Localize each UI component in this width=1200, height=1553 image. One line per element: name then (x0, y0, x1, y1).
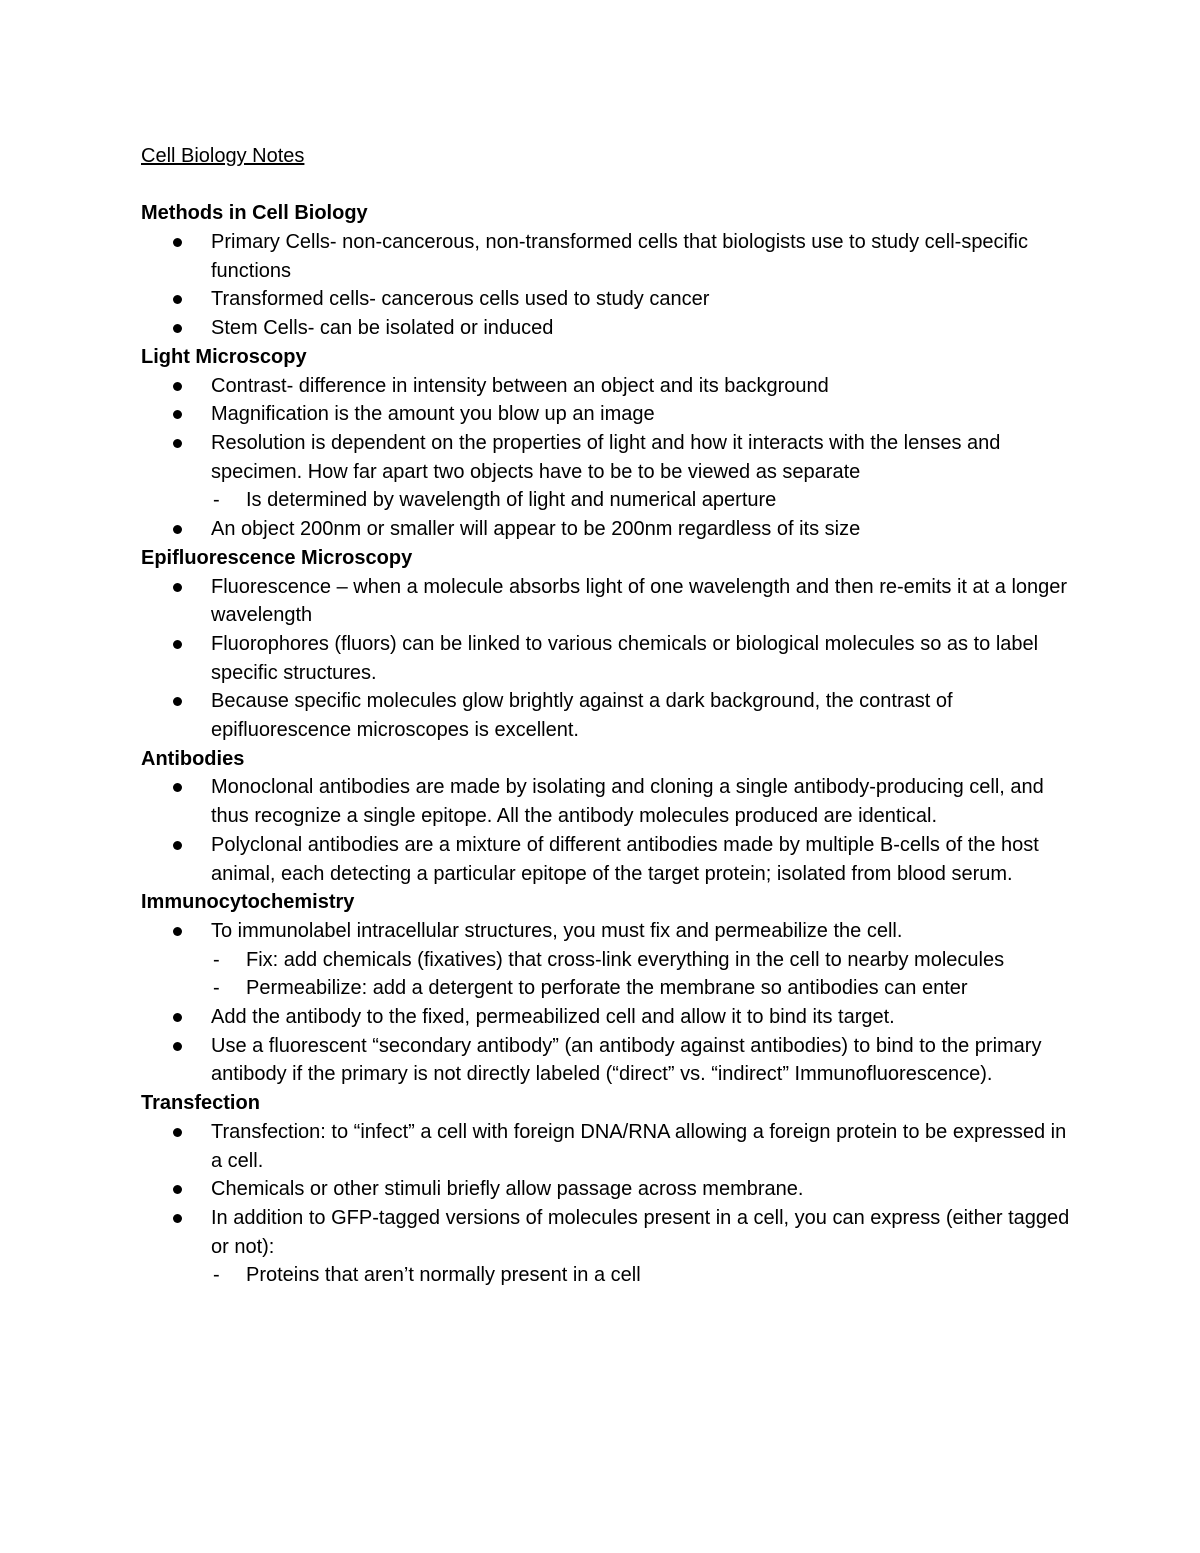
list-item (141, 773, 1071, 830)
bullet-icon (173, 783, 182, 792)
list-item-text: Use a fluorescent “secondary antibody” (an antibody against antibodies) to bind to the primary antibody if the primary is not directly labeled (“direct” vs. “indirect” Immunofluorescence). (211, 1034, 1042, 1086)
list-item-text: Stem Cells- can be isolated or induced (211, 317, 554, 340)
list-item-text: Add the antibody to the fixed, permeabilized cell and allow it to bind its target. (211, 1006, 895, 1029)
list-item (141, 917, 1071, 1003)
bullet-icon (173, 640, 182, 649)
list-item-text: Magnification is the amount you blow up an image (211, 403, 655, 426)
list-item (141, 1003, 1071, 1032)
document-title: Cell Biology Notes (141, 145, 305, 167)
bullet-icon (173, 439, 182, 448)
bullet-icon (173, 1214, 182, 1223)
sub-list-item (211, 974, 1071, 1003)
list-item (141, 429, 1071, 515)
list-item-text: Fluorescence – when a molecule absorbs light of one wavelength and then re-emits it at a longer wavelength (211, 575, 1068, 627)
list-item (141, 1032, 1071, 1089)
bullet-icon (173, 697, 182, 706)
notes-body (141, 199, 1071, 1290)
bullet-icon (173, 583, 182, 592)
bullet-icon (173, 525, 182, 534)
bullet-icon (173, 238, 182, 247)
list-item-text: Because specific molecules glow brightly against a dark background, the contrast of epifluorescence microscopes is excellent. (211, 690, 953, 742)
bullet-icon (173, 927, 182, 936)
list-item-text: Monoclonal antibodies are made by isolating and cloning a single antibody-producing cell, and thus recognize a single epitope. All the antibody molecules produced are identical. (211, 776, 1044, 828)
sub-list (211, 946, 1071, 1003)
list-item (141, 630, 1071, 687)
dash-marker: - (213, 948, 220, 971)
dash-marker: - (213, 977, 220, 1000)
bullet-list (141, 573, 1071, 745)
list-item (141, 831, 1071, 888)
section-heading: Light Microscopy (141, 345, 307, 368)
list-item (141, 515, 1071, 544)
section-heading: Epifluorescence Microscopy (141, 546, 413, 569)
list-item (141, 228, 1071, 285)
dash-marker: - (213, 489, 220, 512)
bullet-icon (173, 841, 182, 850)
bullet-icon (173, 410, 182, 419)
sub-list-item (211, 1261, 1071, 1290)
list-item (141, 1118, 1071, 1175)
blank-line (141, 171, 1071, 200)
list-item-text: Transfection: to “infect” a cell with foreign DNA/RNA allowing a foreign protein to be expressed in a cell. (211, 1120, 1067, 1172)
section-heading: Antibodies (141, 747, 245, 770)
list-item (141, 1204, 1071, 1290)
list-item-text: Fluorophores (fluors) can be linked to various chemicals or biological molecules so as to label specific structures. (211, 632, 1039, 684)
list-item-text: Primary Cells- non-cancerous, non-transformed cells that biologists use to study cell-specific functions (211, 231, 1029, 282)
sub-list-item-text: Is determined by wavelength of light and numerical aperture (246, 489, 777, 512)
bullet-icon (173, 1128, 182, 1137)
section-heading: Immunocytochemistry (141, 891, 355, 914)
section-heading: Methods in Cell Biology (141, 202, 368, 225)
dash-marker: - (213, 1264, 220, 1287)
bullet-list (141, 917, 1071, 1089)
sub-list-item (211, 486, 1071, 515)
list-item (141, 1175, 1071, 1204)
document-page (141, 142, 1071, 1290)
sub-list (211, 1261, 1071, 1290)
list-item-text: Contrast- difference in intensity between an object and its background (211, 374, 829, 397)
bullet-icon (173, 382, 182, 391)
list-item-text: Resolution is dependent on the properties of light and how it interacts with the lenses and specimen. How far apart two objects have to be to be viewed as separate (211, 432, 1001, 483)
sub-list-item (211, 946, 1071, 975)
bullet-icon (173, 1185, 182, 1194)
bullet-list (141, 1118, 1071, 1290)
bullet-icon (173, 1042, 182, 1051)
list-item (141, 573, 1071, 630)
bullet-icon (173, 295, 182, 304)
sub-list (211, 486, 1071, 515)
list-item (141, 400, 1071, 429)
sub-list-item-text: Fix: add chemicals (fixatives) that cross-link everything in the cell to nearby molecules (246, 948, 1005, 971)
bullet-list (141, 773, 1071, 888)
bullet-icon (173, 1013, 182, 1022)
section-heading: Transfection (141, 1092, 260, 1115)
list-item (141, 687, 1071, 744)
list-item-text: To immunolabel intracellular structures, you must fix and permeabilize the cell. (211, 919, 903, 942)
sub-list-item-text: Permeabilize: add a detergent to perforate the membrane so antibodies can enter (246, 977, 968, 1000)
list-item-text: An object 200nm or smaller will appear to be 200nm regardless of its size (211, 518, 861, 541)
list-item-text: Transformed cells- cancerous cells used to study cancer (211, 288, 710, 311)
list-item-text: Chemicals or other stimuli briefly allow passage across membrane. (211, 1178, 804, 1201)
list-item-text: Polyclonal antibodies are a mixture of different antibodies made by multiple B-cells of the host animal, each detecting a particular epitope of the target protein; isolated from blood serum. (211, 833, 1039, 885)
bullet-list (141, 228, 1071, 343)
list-item (141, 372, 1071, 401)
list-item (141, 285, 1071, 314)
list-item-text: In addition to GFP-tagged versions of molecules present in a cell, you can express (either tagged or not): (211, 1206, 1070, 1258)
list-item (141, 314, 1071, 343)
bullet-icon (173, 324, 182, 333)
bullet-list (141, 372, 1071, 544)
sub-list-item-text: Proteins that aren’t normally present in a cell (246, 1264, 641, 1287)
